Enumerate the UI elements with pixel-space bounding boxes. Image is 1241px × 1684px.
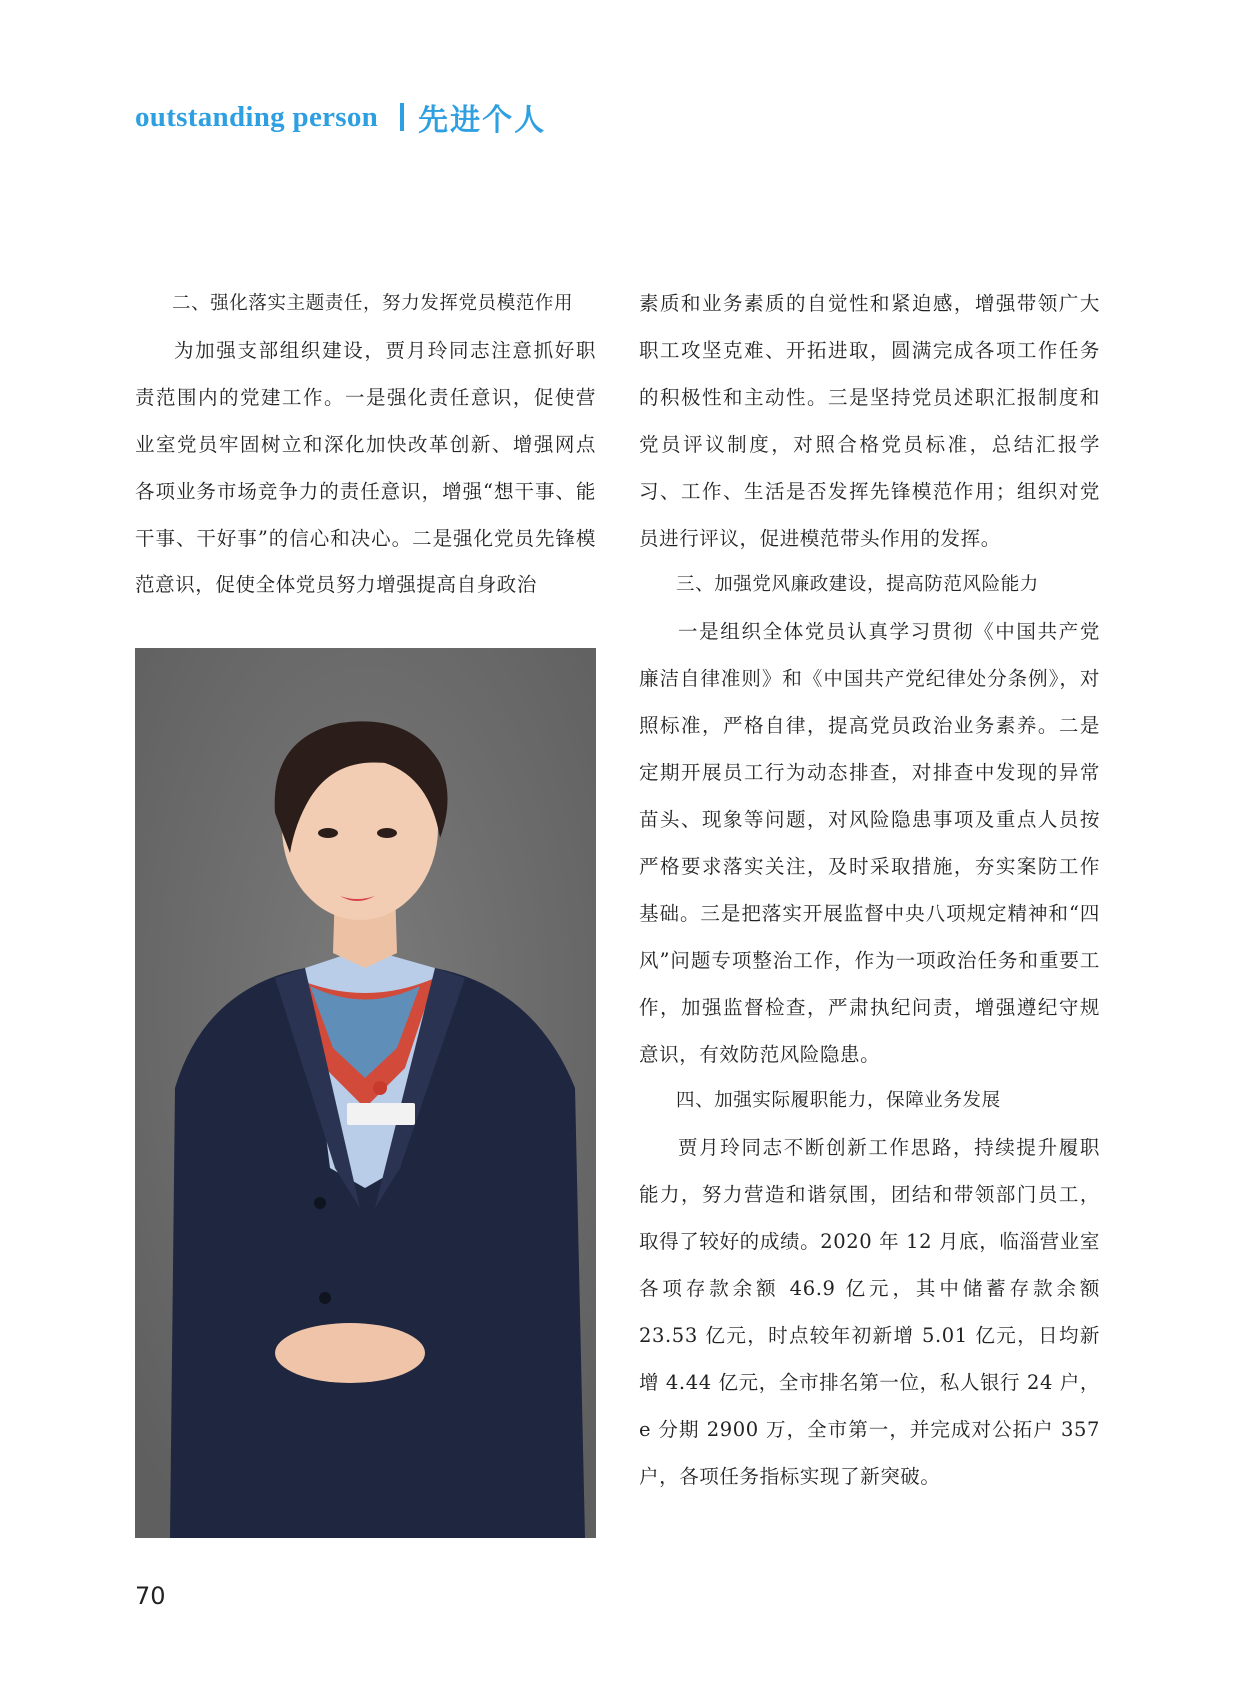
page-number: 70 [135,1582,166,1610]
header-divider [400,103,404,131]
section-heading-4: 四、加强实际履职能力，保障业务发展 [676,1090,1001,1112]
section-4-paragraph: 贾月玲同志不断创新工作思路，持续提升履职能力，努力营造和谐氛围，团结和带领部门员工，取得了较好的成绩。2020 年 12 月底，临淄营业室各项存款余额 46.9 亿元，其中储蓄存款余额 23.53 亿元，时点较年初新增 5.01 亿元，日均新增 4.44 亿元，全市排名第一位，私人银行 24 户，e 分期 2900 万，全市第一，并完成对公拓户 357 户，各项任务指标实现了新突破。 [639,1136,1100,1488]
section-heading-2: 二、强化落实主题责任，努力发挥党员模范作用 [172,293,574,314]
portrait-photo [135,648,596,1538]
page-header [135,95,546,139]
header-chinese-title: 先进个人 [418,103,547,138]
right-column [639,281,1100,1501]
section-2-paragraph: 为加强支部组织建设，贾月玲同志注意抓好职责范围内的党建工作。一是强化责任意识，促使营业室党员牢固树立和深化加快改革创新、增强网点各项业务市场竞争力的责任意识，增强“想干事、能干事、干好事”的信心和决心。二是强化党员先锋模范意识，促使全体党员努力增强提高自身政治 [135,338,596,597]
section-3-paragraph: 一是组织全体党员认真学习贯彻《中国共产党廉洁自律准则》和《中国共产党纪律处分条例》，对照标准，严格自律，提高党员政治业务素养。二是定期开展员工行为动态排查，对排查中发现的异常苗头、现象等问题，对风险隐患事项及重点人员按严格要求落实关注，及时采取措施，夯实案防工作基础。三是把落实开展监督中央八项规定精神和“四风”问题专项整治工作，作为一项政治任务和重要工作，加强监督检查，严肃执纪问责，增强遵纪守规意识，有效防范风险隐患。 [639,620,1100,1066]
header-english-title: outstanding person [135,100,379,133]
section-2-paragraph-continued: 素质和业务素质的自觉性和紧迫感，增强带领广大职工攻坚克难、开拓进取，圆满完成各项工作任务的积极性和主动性。三是坚持党员述职汇报制度和党员评议制度，对照合格党员标准，总结汇报学习、工作、生活是否发挥先锋模范作用；组织对党员进行评议，促进模范带头作用的发挥。 [639,292,1100,550]
section-heading-3: 三、加强党风廉政建设，提高防范风险能力 [676,574,1039,596]
left-column [135,281,596,609]
